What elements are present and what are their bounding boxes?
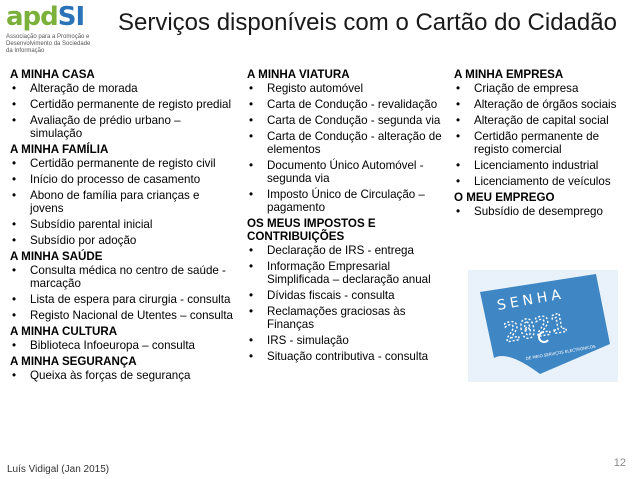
service-item: • Alteração de capital social <box>454 114 634 127</box>
logo-wordmark <box>6 2 84 32</box>
service-item: • Dívidas fiscais - consulta <box>247 289 445 302</box>
service-item: • Biblioteca Infoeuropa – consulta <box>10 339 236 352</box>
section-heading: A MINHA EMPRESA <box>454 68 564 81</box>
section-heading: A MINHA FAMÍLIA <box>10 143 109 156</box>
service-item: • Consulta médica no centro de saúde - marcação <box>10 264 236 290</box>
service-item: • Alteração de morada <box>10 82 236 95</box>
service-list <box>454 82 634 188</box>
service-item: • Lista de espera para cirurgia - consulta <box>10 293 236 306</box>
service-item: • Situação contributiva - consulta <box>247 350 445 363</box>
service-item: • Registo automóvel <box>247 82 445 95</box>
senha-card-image <box>468 270 618 382</box>
service-item: • Licenciamento industrial <box>454 159 634 172</box>
service-list <box>247 244 445 363</box>
service-item: • IRS - simulação <box>247 334 445 347</box>
service-item: • Avaliação de prédio urbano – simulação <box>10 114 236 140</box>
section-heading: A MINHA CULTURA <box>10 325 118 338</box>
service-item: • Início do processo de casamento <box>10 173 236 186</box>
service-item: • Certidão permanente de registo civil <box>10 157 236 170</box>
section-heading: A MINHA VIATURA <box>247 68 350 81</box>
logo-word-a: apd <box>6 2 58 32</box>
card-number: 2021 <box>502 308 569 349</box>
service-item: • Registo Nacional de Utentes – consulta <box>10 309 236 322</box>
service-item: • Reclamações graciosas às Finanças <box>247 305 445 331</box>
service-list <box>10 157 236 247</box>
service-item: • Abono de família para crianças e jovens <box>10 189 236 215</box>
services-column-1 <box>10 68 236 385</box>
card-caption: DE MEIO SERVIÇOS ELECTRÓNICOS <box>525 343 596 361</box>
service-item: • Alteração de órgãos sociais <box>454 98 634 111</box>
footer-author: Luís Vidigal (Jan 2015) <box>7 464 110 475</box>
service-item: • Carta de Condução - revalidação <box>247 98 445 111</box>
service-item: • Subsídio por adoção <box>10 234 236 247</box>
service-list <box>10 369 236 382</box>
service-item: • Imposto Único de Circulação – pagamento <box>247 188 445 214</box>
apdsi-logo <box>4 2 92 62</box>
service-item: • Queixa às forças de segurança <box>10 369 236 382</box>
section-heading: A MINHA CASA <box>10 68 95 81</box>
service-list <box>10 82 236 140</box>
logo-subtitle: Associação para a Promoção e Desenvolvimento da Sociedade da Informação <box>6 34 91 54</box>
service-item: • Informação Empresarial Simplificada – declaração anual <box>247 260 445 286</box>
service-item: • Declaração de IRS - entrega <box>247 244 445 257</box>
service-item: • Subsídio parental inicial <box>10 218 236 231</box>
service-item: • Subsídio de desemprego <box>454 205 634 218</box>
service-item: • Criação de empresa <box>454 82 634 95</box>
section-heading: A MINHA SAÚDE <box>10 250 103 263</box>
service-list <box>10 264 236 322</box>
service-item: • Carta de Condução - segunda via <box>247 114 445 127</box>
service-item: • Documento Único Automóvel - segunda via <box>247 159 445 185</box>
service-list <box>247 82 445 214</box>
page-title: Serviços disponíveis com o Cartão do Cidadão <box>118 9 617 36</box>
service-item: • Certidão permanente de registo comercial <box>454 130 634 156</box>
page-number: 12 <box>613 457 626 469</box>
section-heading: A MINHA SEGURANÇA <box>10 355 137 368</box>
service-item: • Carta de Condução - alteração de elementos <box>247 130 445 156</box>
services-column-2 <box>247 68 445 366</box>
service-list <box>10 339 236 352</box>
section-heading: O MEU EMPREGO <box>454 191 555 204</box>
section-heading: OS MEUS IMPOSTOS E CONTRIBUIÇÕES <box>247 217 376 243</box>
service-item: • Certidão permanente de registo predial <box>10 98 236 111</box>
card-word: SENHA <box>495 286 566 314</box>
service-item: • Licenciamento de veículos <box>454 175 634 188</box>
logo-word-b: SI <box>57 2 85 32</box>
services-column-3 <box>454 68 634 221</box>
service-list <box>454 205 634 218</box>
